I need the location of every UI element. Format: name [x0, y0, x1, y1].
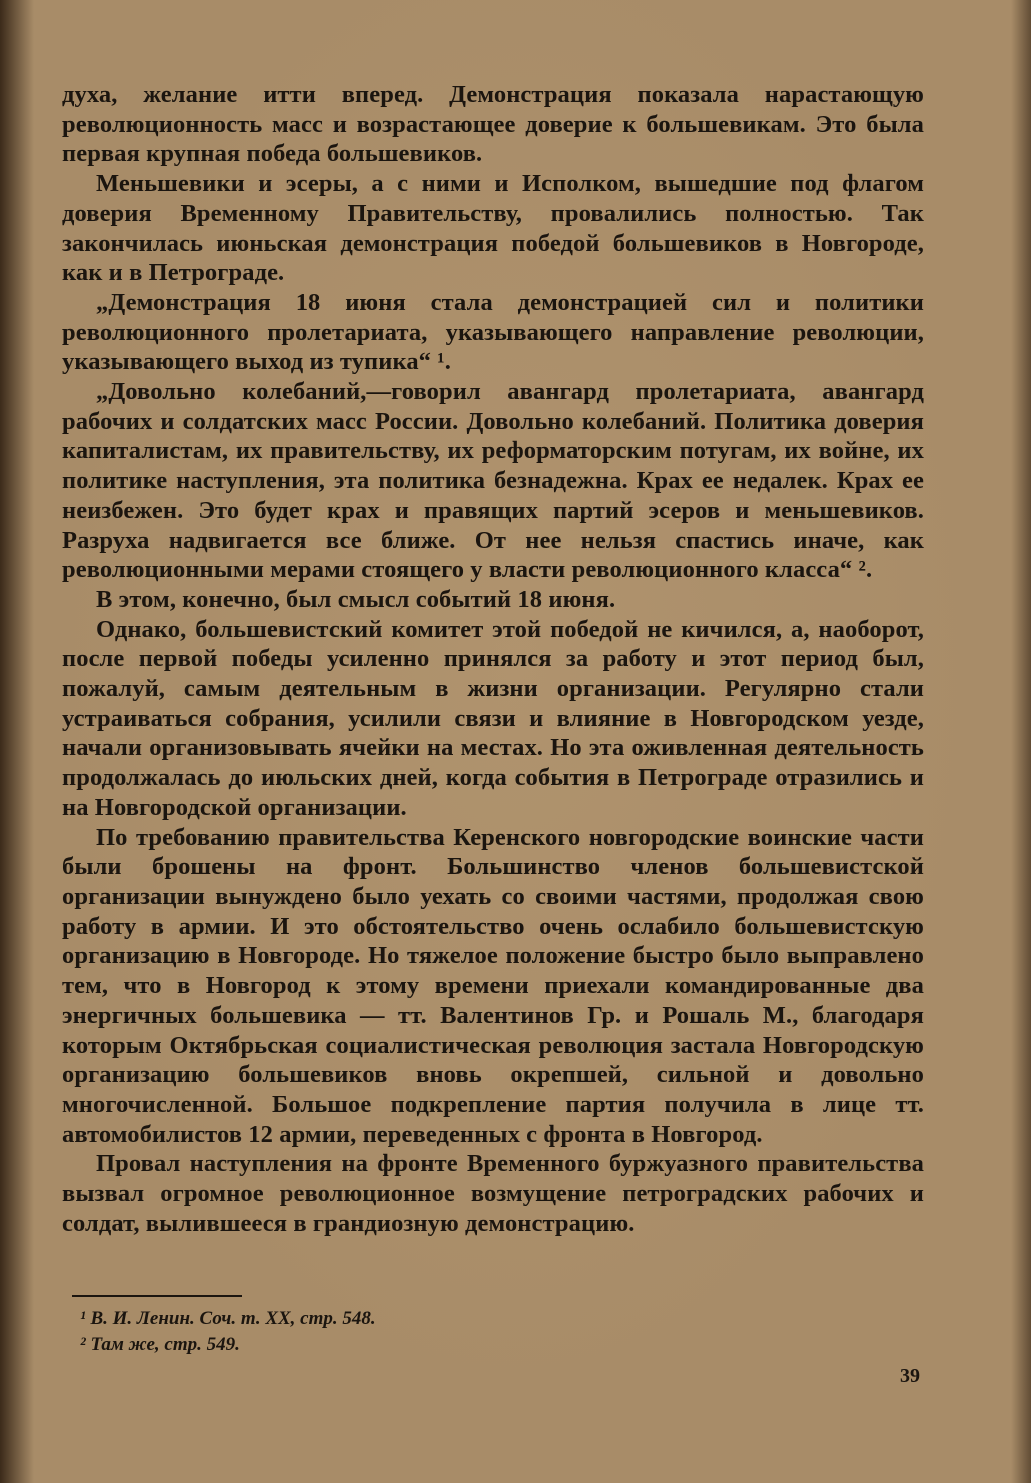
footnote-1: ¹ В. И. Ленин. Соч. т. XX, стр. 548. — [80, 1308, 376, 1329]
paragraph: Меньшевики и эсеры, а с ними и Исполком, вышедшие под флагом доверия Временному Правительству, провалились полностью. Так закончилась июньская демонстрация победой большевиков в Новгороде, как и в Петрограде. — [62, 170, 924, 287]
footnote-divider — [72, 1295, 242, 1297]
page-number: 39 — [900, 1365, 920, 1387]
body-text — [62, 80, 924, 1238]
paragraph: „Демонстрация 18 июня стала демонстрацией сил и политики революционного пролетариата, указывающего направление революции, указывающего выход из тупика“ ¹. — [62, 288, 924, 376]
footnote-2: ² Там же, стр. 549. — [80, 1334, 240, 1355]
paragraph: В этом, конечно, был смысл событий 18 июня. — [96, 585, 616, 613]
paragraph: „Довольно колебаний,—говорил авангард пролетариата, авангард рабочих и солдатских масс России. Довольно колебаний. Политика доверия капиталистам, их правительству, их реформаторским потугам, их войне, их политике наступления, эта политика безнадежна. Крах ее недалек. Крах ее неизбежен. Это будет крах и правящих партий эсеров и меньшевиков. Разруха надвигается все ближе. От нее нельзя спастись иначе, как революционными мерами стоящего у власти революционного класса“ ². — [62, 378, 924, 584]
paragraph: духа, желание итти вперед. Демонстрация показала нарастающую революционность масс и возрастающее доверие к большевикам. Это была первая крупная победа большевиков. — [62, 81, 924, 168]
paragraph: Провал наступления на фронте Временного буржуазного правительства вызвал огромное революционное возмущение петроградских рабочих и солдат, вылившееся в грандиозную демонстрацию. — [62, 1150, 924, 1237]
footnotes — [80, 1306, 780, 1358]
paragraph: По требованию правительства Керенского новгородские воинские части были брошены на фронт. Большинство членов большевистской организации вынуждено было уехать со своими частями, продолжая свою работу в армии. И это обстоятельство очень ослабило большевистскую организацию в Новгороде. Но тяжелое положение быстро было выправлено тем, что в Новгород к этому времени приехали командированные два энергичных большевика — тт. Валентинов Гр. и Рошаль М., благодаря которым Октябрьская социалистическая революция застала Новгородскую организацию большевиков вновь окрепшей, сильной и довольно многочисленной. Большое подкрепление партия получила в лице тт. автомобилистов 12 армии, переведенных с фронта в Новгород. — [62, 823, 924, 1148]
paragraph: Однако, большевистский комитет этой победой не кичился, а, наоборот, после первой победы усиленно принялся за работу и этот период был, пожалуй, самым деятельным в жизни организации. Регулярно стали устраиваться собрания, усилили связи и влияние в Новгородском уезде, начали организовывать ячейки на местах. Но эта оживленная деятельность продолжалась до июльских дней, когда события в Петрограде отразились и на Новгородской организации. — [62, 615, 924, 821]
